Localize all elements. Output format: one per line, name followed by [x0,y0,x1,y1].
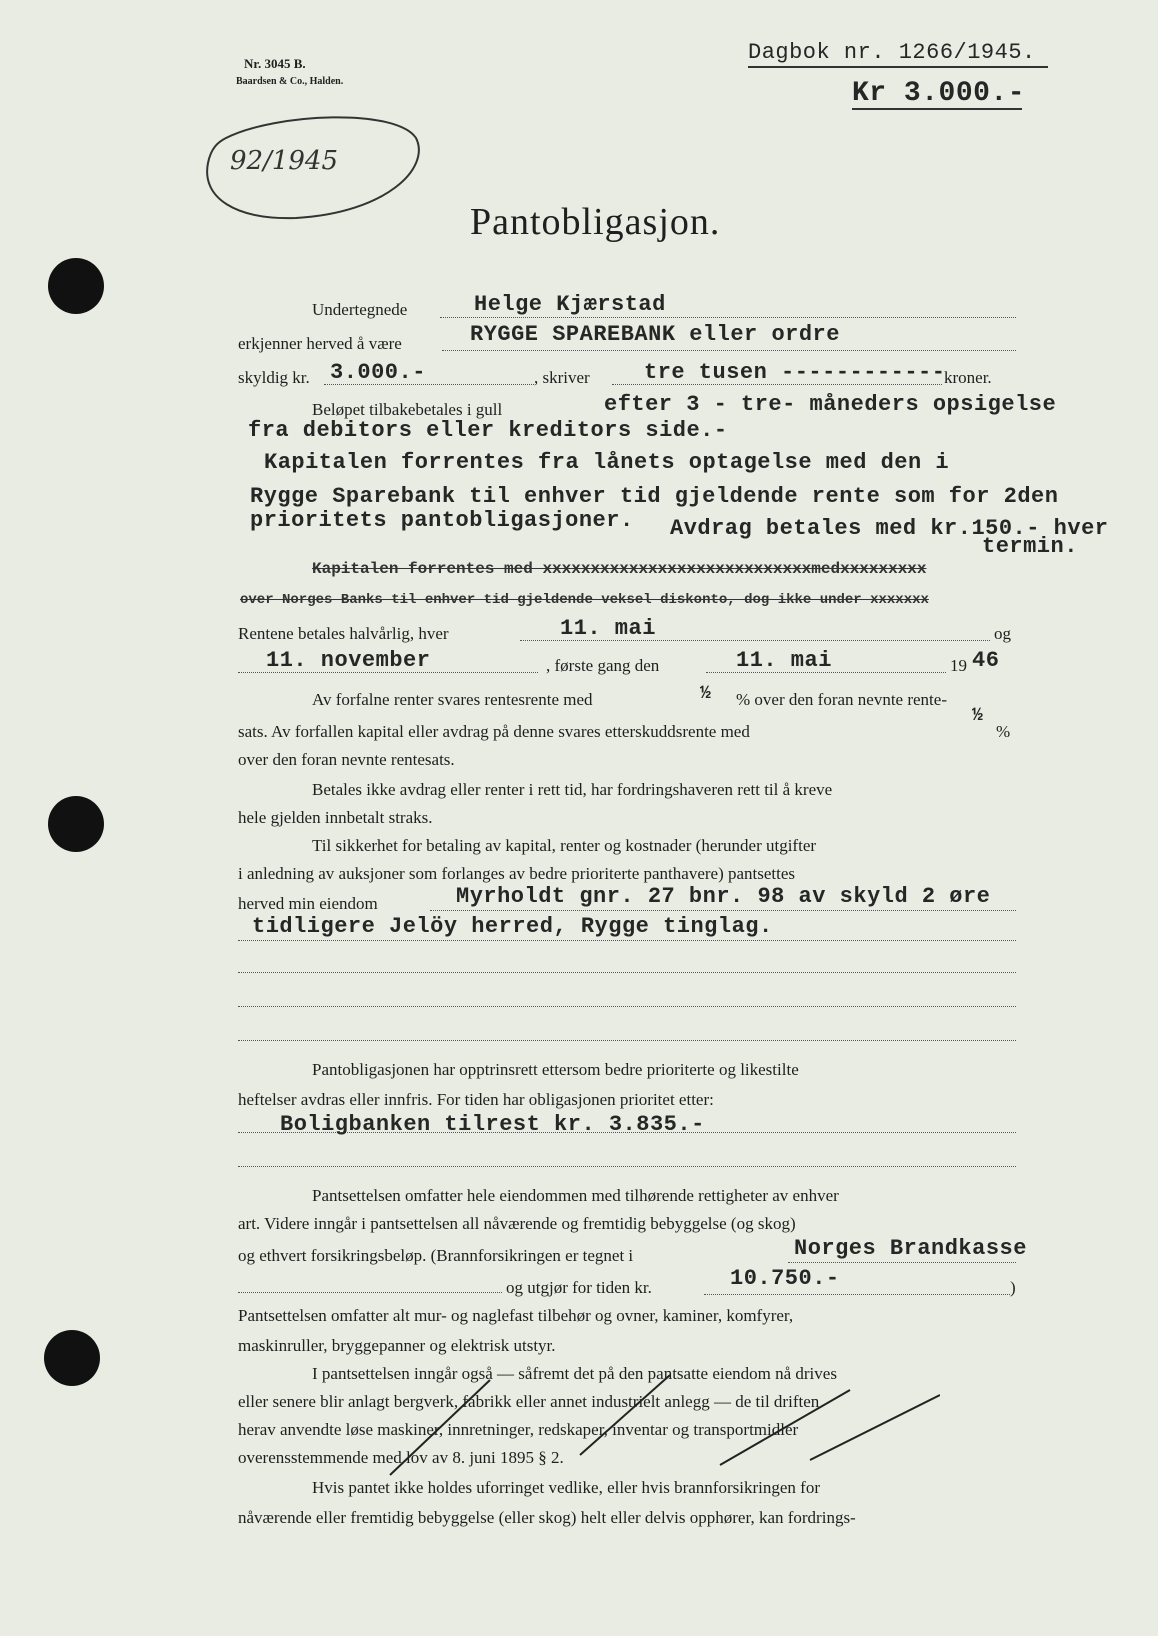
inngar-line-4: overensstemmende med lov av 8. juni 1895 § 2. [238,1448,564,1467]
year-value: 46 [972,648,1000,673]
line-rygge: Rygge Sparebank til enhver tid gjeldende rente som for 2den [250,484,1059,509]
undertegnede-value: Helge Kjærstad [474,292,666,317]
amount-header: Kr 3.000.- [852,78,1026,109]
brann-dots [788,1262,1016,1263]
printer-name: Baardsen & Co., Halden. [236,76,344,87]
eiendom-dots-2 [238,940,1016,941]
amount-underline [852,108,1022,110]
struck-line-1: Kapitalen forrentes med xxxxxxxxxxxxxxxxxxxxxxxxxxxxmedxxxxxxxxx [312,560,927,578]
inngar-line-2: eller senere blir anlagt bergverk, fabrikk eller annet industrielt anlegg — de til driften [238,1392,820,1411]
line-debitor: fra debitors eller kreditors side.- [248,418,728,443]
undertegnede-label: Undertegnede [312,300,408,319]
erkjenner-value: RYGGE SPAREBANK eller ordre [470,322,840,347]
opptrinsrett-line-2: heftelser avdras eller innfris. For tiden har obligasjonen prioritet etter: [238,1090,714,1109]
inngar-line-3: herav anvendte løse maskiner, innretninger, redskaper, inventar og transportmidler [238,1420,799,1439]
punch-hole-middle [48,796,104,852]
forfalne-line-1b: % over den foran nevnte rente- [736,690,947,709]
pantsettelsen-close: ) [1010,1278,1016,1297]
utgjor-value: 10.750.- [730,1266,840,1291]
line-prioritet: prioritets pantobligasjoner. [250,508,634,533]
sikkerhet-line-1: Til sikkerhet for betaling av kapital, renter og kostnader (herunder utgifter [312,836,817,855]
renter-value-2: 11. november [266,648,431,673]
forfalne-line-2a: sats. Av forfallen kapital eller avdrag på denne svares etterskuddsrente med [238,722,750,741]
page-title: Pantobligasjon. [470,201,721,243]
skriver-label: , skriver [534,368,590,387]
tilbake-value: efter 3 - tre- måneders opsigelse [604,392,1057,417]
prioritet-value: Boligbanken tilrest kr. 3.835.- [280,1112,705,1137]
pantsettelsen-line-2: art. Videre inngår i pantsettelsen all nåværende og fremtidig bebyggelse (og skog) [238,1214,796,1233]
forste-value: 11. mai [736,648,832,673]
eiendom-dots-1 [430,910,1016,911]
undertegnede-dots [440,317,1016,318]
line-kapital: Kapitalen forrentes fra lånets optagelse med den i [264,450,950,475]
handwritten-ref: 92/1945 [230,146,339,176]
blank-dots-1 [238,972,1016,973]
brann-value: Norges Brandkasse [794,1236,1027,1261]
punch-hole-top [48,258,104,314]
skriver-value: tre tusen ------------ [644,360,946,385]
pantsettelsen-line-4: og utgjør for tiden kr. [506,1278,652,1297]
utgjor-dots [704,1294,1010,1295]
forfalne-line-1a: Av forfalne renter svares rentesrente med [312,690,593,709]
tilbake-label: Beløpet tilbakebetales i gull [312,400,503,419]
renter-label: Rentene betales halvårlig, hver [238,624,449,643]
struck-line-2: over Norges Banks til enhver tid gjeldende veksel diskonto, dog ikke under xxxxxxx [240,592,929,608]
year-prefix: 19 [950,656,967,675]
pantsettelsen-line-3: og ethvert forsikringsbeløp. (Brannforsikringen er tegnet i [238,1246,634,1265]
eiendom-value-1: Myrholdt gnr. 27 bnr. 98 av skyld 2 øre [456,884,991,909]
dagbok-number: Dagbok nr. 1266/1945. [748,40,1036,65]
betales-line-1: Betales ikke avdrag eller renter i rett tid, har fordringshaveren rett til å kreve [312,780,833,799]
renter-value-1: 11. mai [560,616,656,641]
opptrinsrett-line-1: Pantobligasjonen har opptrinsrett ettersom bedre prioriterte og likestilte [312,1060,799,1079]
blank-dots-2 [238,1006,1016,1007]
sikkerhet-line-2: i anledning av auksjoner som forlanges av bedre prioriterte panthavere) pantsettes [238,864,796,883]
hvis-line-2: nåværende eller fremtidig bebyggelse (eller skog) helt eller delvis opphører, kan fordrings- [238,1508,856,1527]
mur-line-2: maskinruller, bryggepanner og elektrisk utstyr. [238,1336,556,1355]
prioritet-dots-2 [238,1166,1016,1167]
og-label: og [994,624,1011,643]
line-avdrag: Avdrag betales med kr.150.- hver [670,516,1109,541]
forfalne-line-3: over den foran nevnte rentesats. [238,750,455,769]
brann-dots-2 [238,1292,502,1293]
erkjenner-label: erkjenner herved å være [238,334,402,353]
skyldig-label: skyldig kr. [238,368,310,387]
forste-label: , første gang den [546,656,660,675]
betales-line-2: hele gjelden innbetalt straks. [238,808,433,827]
blank-dots-3 [238,1040,1016,1041]
inngar-line-1: I pantsettelsen inngår også — såfremt det på den pantsatte eiendom nå drives [312,1364,837,1383]
eiendom-value-2: tidligere Jelöy herred, Rygge tinglag. [252,914,773,939]
skyldig-value: 3.000.- [330,360,426,385]
forfalne-half-2: ½ [972,706,984,726]
sikkerhet-line-3: herved min eiendom [238,894,378,913]
hvis-line-1: Hvis pantet ikke holdes uforringet vedlike, eller hvis brannforsikringen for [312,1478,820,1497]
forfalne-half-1: ½ [700,684,712,704]
punch-hole-bottom [44,1330,100,1386]
mur-line-1: Pantsettelsen omfatter alt mur- og naglefast tilbehør og ovner, kaminer, komfyrer, [238,1306,794,1325]
erkjenner-dots [442,350,1016,351]
form-number: Nr. 3045 B. [244,56,306,71]
kroner-label: kroner. [944,368,992,387]
pantsettelsen-line-1: Pantsettelsen omfatter hele eiendommen med tilhørende rettigheter av enhver [312,1186,839,1205]
dagbok-underline [748,66,1048,68]
cross-out-strokes [380,1370,940,1480]
forfalne-line-2b: % [996,722,1011,741]
line-termin: termin. [982,534,1078,559]
